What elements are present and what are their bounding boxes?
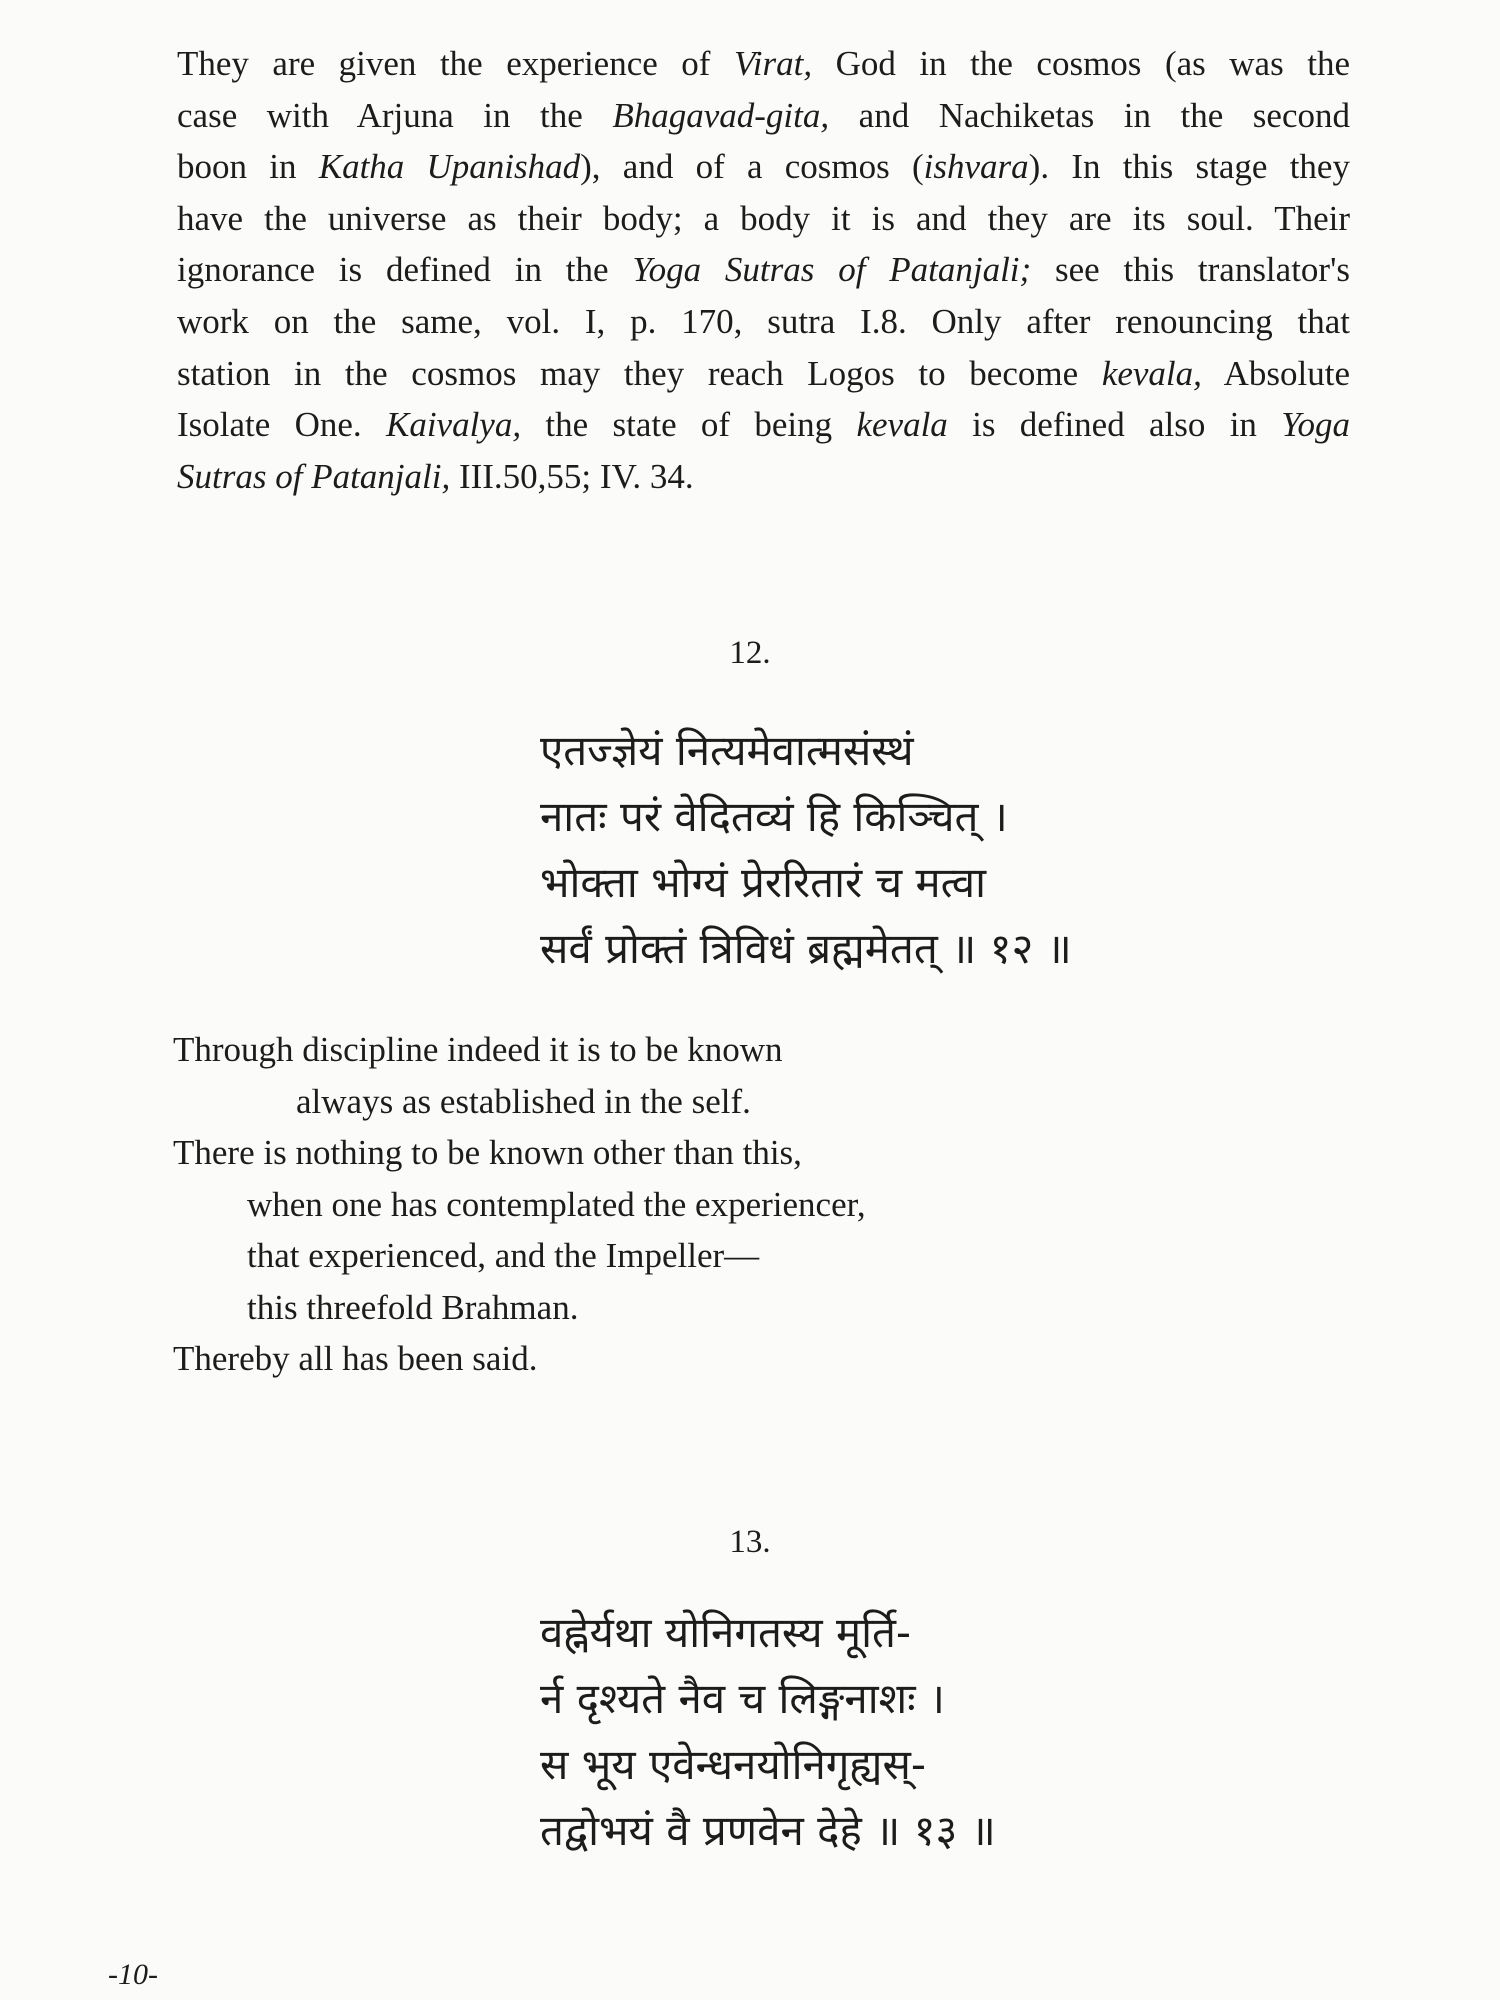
paragraph-line [177, 141, 1350, 193]
italic-term: Kaivalya, [385, 405, 522, 445]
sanskrit-line: र्न दृश्यते नैव च लिङ्गनाशः । [540, 1674, 945, 1723]
translation-line: Through discipline indeed it is to be known [173, 1030, 783, 1069]
text-run: ), and of a cosmos ( [580, 147, 924, 187]
text-run: the state of being [521, 405, 857, 445]
italic-term: kevala [856, 405, 948, 445]
text-run: God in the cosmos (as was the [812, 44, 1350, 83]
text-run: They are given the experience of [177, 44, 734, 83]
italic-term: ishvara [923, 147, 1029, 187]
paragraph-line [177, 399, 1350, 451]
text-run: ). In this stage they [1028, 147, 1350, 187]
text-run: ignorance is defined in the [177, 250, 633, 290]
text-run: have the universe as their body; a body it is and they are its soul. Their [177, 198, 1350, 238]
page-number: -10- [108, 1958, 158, 1991]
translation-line: that experienced, and the Impeller— [247, 1236, 760, 1275]
paragraph-line [177, 451, 1350, 503]
sanskrit-line: वह्नेर्यथा योनिगतस्य मूर्ति- [540, 1608, 912, 1657]
sanskrit-verse-13 [540, 1600, 996, 1864]
text-run: Isolate One. [177, 405, 386, 445]
text-run: Absolute [1201, 353, 1351, 393]
verse-number-13: 13. [729, 1524, 771, 1560]
paragraph-line [177, 193, 1350, 245]
translation-verse-12 [173, 1024, 866, 1385]
translation-line: always as established in the self. [296, 1081, 751, 1121]
italic-term: Katha Upanishad [318, 147, 581, 187]
translation-line: when one has contemplated the experiencer, [247, 1184, 866, 1224]
italic-term: Yoga [1281, 405, 1351, 445]
text-run: case with Arjuna in the [177, 95, 613, 135]
translation-line: Thereby all has been said. [173, 1339, 538, 1378]
verse-number-12: 12. [729, 635, 771, 671]
sanskrit-line: एतज्ज्ञेयं नित्यमेवात्मसंस्थं [540, 726, 914, 775]
text-run: boon in [177, 147, 319, 187]
italic-term: Sutras of Patanjali, [177, 456, 451, 496]
text-run: and Nachiketas in the second [829, 95, 1350, 135]
paragraph-line [177, 296, 1350, 348]
text-run: III.50,55; IV. 34. [450, 456, 694, 496]
text-run: station in the cosmos may they reach Logos to become [177, 353, 1102, 393]
sanskrit-line: सर्वं प्रोक्तं त्रिविधं ब्रह्ममेतत् ॥ १२ ॥ [540, 924, 1072, 973]
sanskrit-line: स भूय एवेन्धनयोनिगृह्यस्- [540, 1740, 927, 1789]
paragraph-line [177, 38, 1350, 90]
translation-line: this threefold Brahman. [247, 1287, 579, 1327]
text-run: is defined also in [947, 405, 1282, 445]
sanskrit-line: तद्वोभयं वै प्रणवेन देहे ॥ १३ ॥ [540, 1806, 996, 1855]
text-run: see this translator's [1031, 250, 1351, 290]
italic-term: kevala, [1101, 353, 1202, 393]
commentary-paragraph [177, 38, 1350, 502]
sanskrit-line: भोक्ता भोग्यं प्रेररितारं च मत्वा [540, 858, 986, 907]
italic-term: Yoga Sutras of Patanjali; [632, 250, 1032, 290]
text-run: work on the same, vol. I, p. 170, sutra I.8. Only after renouncing that [177, 301, 1350, 341]
paragraph-line [177, 90, 1350, 142]
italic-term: Bhagavad-gita, [612, 95, 830, 135]
translation-line: There is nothing to be known other than this, [173, 1133, 802, 1172]
sanskrit-verse-12 [540, 718, 1072, 982]
sanskrit-line: नातः परं वेदितव्यं हि किञ्चित् । [540, 792, 1008, 841]
paragraph-line [177, 348, 1350, 400]
paragraph-line [177, 244, 1350, 296]
italic-term: Virat, [733, 44, 813, 83]
